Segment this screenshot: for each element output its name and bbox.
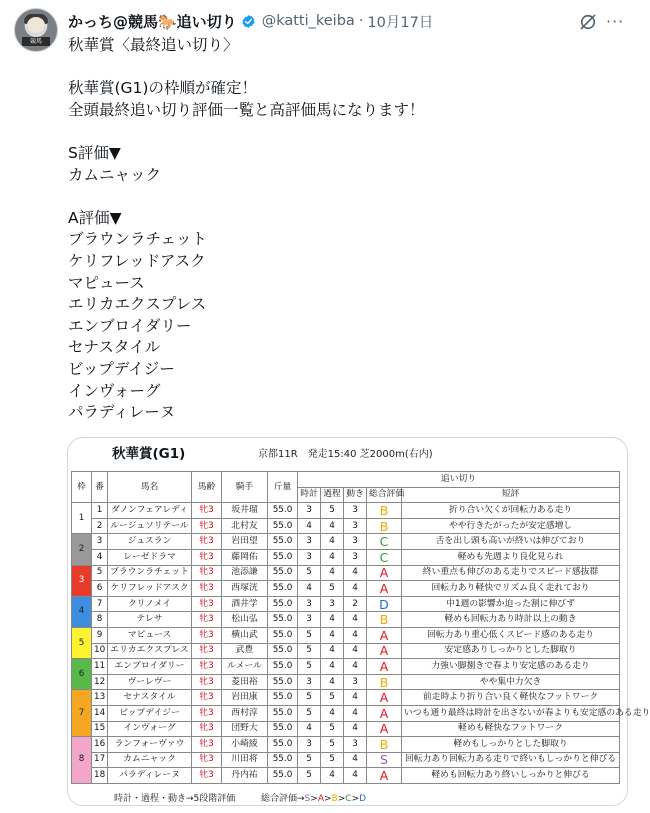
- post-date[interactable]: 10月17日: [367, 14, 434, 31]
- table-row: [72, 565, 620, 581]
- horse-name-cell: クリノメイ: [108, 596, 192, 612]
- sexage-cell: 牝3: [192, 627, 222, 643]
- jockey-cell: 西塚洸: [222, 581, 268, 597]
- weight-cell: 55.0: [268, 581, 298, 597]
- sexage-cell: 牝3: [192, 705, 222, 721]
- comment-cell: 軽めも先週より良化見られ: [402, 549, 620, 565]
- jockey-cell: 松山弘: [222, 612, 268, 628]
- legend-sep: >: [310, 794, 318, 804]
- table-row: [72, 627, 620, 643]
- weight-cell: 55.0: [268, 549, 298, 565]
- time-score-cell: 5: [298, 643, 321, 659]
- number-cell: 7: [92, 596, 108, 612]
- motion-score-cell: 4: [344, 565, 367, 581]
- jockey-cell: 池添謙: [222, 565, 268, 581]
- weight-cell: 55.0: [268, 627, 298, 643]
- horse-name-cell: インヴォーグ: [108, 721, 192, 737]
- sexage-cell: 牝3: [192, 534, 222, 550]
- comment-cell: 軽めも軽快なフットワーク: [402, 721, 620, 737]
- time-score-cell: 3: [298, 674, 321, 690]
- horse-name-cell: ジュスラン: [108, 534, 192, 550]
- legend-rank-c: C: [345, 794, 352, 804]
- horse-name-cell: セナスタイル: [108, 690, 192, 706]
- overall-rank-cell: A: [367, 581, 402, 597]
- motion-score-cell: 4: [344, 643, 367, 659]
- horse-name-cell: ルージュソリテール: [108, 518, 192, 534]
- horse-name-cell: エンブロイダリー: [108, 659, 192, 675]
- weight-cell: 55.0: [268, 659, 298, 675]
- number-cell: 9: [92, 627, 108, 643]
- time-score-cell: 5: [298, 627, 321, 643]
- sexage-cell: 牝3: [192, 503, 222, 519]
- motion-score-cell: 3: [344, 674, 367, 690]
- overall-rank-cell: A: [367, 721, 402, 737]
- table-row: [72, 768, 620, 784]
- comment-cell: 回転力あり重心低くスピード感のある走り: [402, 627, 620, 643]
- weight-cell: 55.0: [268, 565, 298, 581]
- weight-cell: 55.0: [268, 612, 298, 628]
- table-row: [72, 737, 620, 753]
- motion-score-cell: 4: [344, 581, 367, 597]
- weight-cell: 55.0: [268, 768, 298, 784]
- header-sexage: 馬齢: [192, 472, 222, 503]
- jockey-cell: 坂井瑠: [222, 503, 268, 519]
- process-score-cell: 4: [321, 518, 344, 534]
- jockey-cell: 北村友: [222, 518, 268, 534]
- table-row: [72, 503, 620, 519]
- number-cell: 17: [92, 752, 108, 768]
- number-cell: 14: [92, 705, 108, 721]
- number-cell: 12: [92, 674, 108, 690]
- sexage-cell: 牝3: [192, 643, 222, 659]
- jockey-cell: 岩田康: [222, 690, 268, 706]
- overall-rank-cell: S: [367, 752, 402, 768]
- weight-cell: 55.0: [268, 674, 298, 690]
- process-score-cell: 5: [321, 737, 344, 753]
- horse-name-cell: レーゼドラマ: [108, 549, 192, 565]
- motion-score-cell: 4: [344, 690, 367, 706]
- sexage-cell: 牝3: [192, 581, 222, 597]
- table-row: [72, 705, 620, 721]
- sexage-cell: 牝3: [192, 518, 222, 534]
- horse-name-cell: ビップデイジー: [108, 705, 192, 721]
- sexage-cell: 牝3: [192, 690, 222, 706]
- jockey-cell: 酒井学: [222, 596, 268, 612]
- overall-rank-cell: B: [367, 503, 402, 519]
- gate-cell: 3: [72, 565, 92, 596]
- number-cell: 6: [92, 581, 108, 597]
- avatar[interactable]: [14, 8, 58, 52]
- time-score-cell: 3: [298, 549, 321, 565]
- header-gate: 枠: [72, 472, 92, 503]
- time-score-cell: 4: [298, 518, 321, 534]
- footnote-rank-legend: [261, 791, 366, 804]
- weight-cell: 55.0: [268, 737, 298, 753]
- motion-score-cell: 4: [344, 721, 367, 737]
- weight-cell: 55.0: [268, 534, 298, 550]
- header-oikiri: 追い切り: [298, 472, 620, 488]
- process-score-cell: 4: [321, 565, 344, 581]
- author-handle[interactable]: @katti_keiba: [261, 13, 355, 29]
- legend-sep: >: [351, 794, 360, 804]
- process-score-cell: 5: [321, 581, 344, 597]
- motion-score-cell: 4: [344, 768, 367, 784]
- table-row: [72, 581, 620, 597]
- legend-rank-s: S: [304, 794, 311, 804]
- gate-cell: 8: [72, 737, 92, 784]
- sexage-cell: 牝3: [192, 549, 222, 565]
- sexage-cell: 牝3: [192, 596, 222, 612]
- motion-score-cell: 3: [344, 549, 367, 565]
- motion-score-cell: 4: [344, 627, 367, 643]
- jockey-cell: 菱田裕: [222, 674, 268, 690]
- comment-cell: 舌を出し頭も高いが終いは伸びており: [402, 534, 620, 550]
- table-row: [72, 549, 620, 565]
- gate-cell: 4: [72, 596, 92, 627]
- jockey-cell: ルメール: [222, 659, 268, 675]
- comment-cell: 前走時より折り合い良く軽快なフットワーク: [402, 690, 620, 706]
- horse-name-cell: ヴーレヴー: [108, 674, 192, 690]
- time-score-cell: 3: [298, 612, 321, 628]
- time-score-cell: 3: [298, 596, 321, 612]
- legend-sep: >: [323, 794, 332, 804]
- number-cell: 2: [92, 518, 108, 534]
- table-row: [72, 643, 620, 659]
- process-score-cell: 5: [321, 752, 344, 768]
- comment-cell: いつも通り最終は時計を出さないが春よりも安定感のある走り: [402, 705, 620, 721]
- sexage-cell: 牝3: [192, 612, 222, 628]
- number-cell: 5: [92, 565, 108, 581]
- table-row: [72, 659, 620, 675]
- process-score-cell: 4: [321, 534, 344, 550]
- table-row: [72, 690, 620, 706]
- overall-rank-cell: C: [367, 534, 402, 550]
- time-score-cell: 5: [298, 659, 321, 675]
- jockey-cell: 武豊: [222, 643, 268, 659]
- sexage-cell: 牝3: [192, 752, 222, 768]
- jockey-cell: 団野大: [222, 721, 268, 737]
- time-score-cell: 5: [298, 565, 321, 581]
- motion-score-cell: 3: [344, 534, 367, 550]
- footnote-rank-label: 総合評価→: [261, 794, 305, 804]
- overall-rank-cell: B: [367, 674, 402, 690]
- comment-cell: 終い重点も伸びのある走りでスピード感抜群: [402, 565, 620, 581]
- sexage-cell: 牝3: [192, 737, 222, 753]
- comment-cell: 軽めもしっかりとした脚取り: [402, 737, 620, 753]
- sexage-cell: 牝3: [192, 659, 222, 675]
- weight-cell: 55.0: [268, 752, 298, 768]
- process-score-cell: 4: [321, 768, 344, 784]
- number-cell: 3: [92, 534, 108, 550]
- process-score-cell: 5: [321, 690, 344, 706]
- motion-score-cell: 3: [344, 737, 367, 753]
- more-options-icon[interactable]: ···: [606, 12, 625, 31]
- overall-rank-cell: A: [367, 659, 402, 675]
- jockey-cell: 小崎綾: [222, 737, 268, 753]
- jockey-cell: 横山武: [222, 627, 268, 643]
- sexage-cell: 牝3: [192, 565, 222, 581]
- sexage-cell: 牝3: [192, 721, 222, 737]
- overall-rank-cell: B: [367, 518, 402, 534]
- motion-score-cell: 2: [344, 596, 367, 612]
- process-score-cell: 5: [321, 721, 344, 737]
- header-number: 番: [92, 472, 108, 503]
- overall-rank-cell: A: [367, 690, 402, 706]
- overall-rank-cell: A: [367, 627, 402, 643]
- table-row: [72, 752, 620, 768]
- time-score-cell: 5: [298, 690, 321, 706]
- table-row: [72, 612, 620, 628]
- weight-cell: 55.0: [268, 596, 298, 612]
- legend-rank-d: D: [359, 794, 367, 804]
- gate-cell: 5: [72, 627, 92, 658]
- horse-name-cell: マピュース: [108, 627, 192, 643]
- header-process: 過程: [321, 487, 344, 503]
- horse-name-cell: テレサ: [108, 612, 192, 628]
- horse-name-cell: ダノンフェアレディ: [108, 503, 192, 519]
- motion-score-cell: 4: [344, 705, 367, 721]
- process-score-cell: 4: [321, 674, 344, 690]
- header-weight: 斤量: [268, 472, 298, 503]
- overall-rank-cell: B: [367, 737, 402, 753]
- comment-cell: やや行きたがったが安定感増し: [402, 518, 620, 534]
- weight-cell: 55.0: [268, 690, 298, 706]
- footnote-scale: 時計・過程・動き→5段階評価: [114, 794, 236, 804]
- tweet-header: [68, 10, 433, 32]
- motion-score-cell: 4: [344, 752, 367, 768]
- horse-name-cell: ケリフレッドアスク: [108, 581, 192, 597]
- jockey-cell: 藤岡佑: [222, 549, 268, 565]
- time-score-cell: 4: [298, 721, 321, 737]
- number-cell: 4: [92, 549, 108, 565]
- number-cell: 13: [92, 690, 108, 706]
- process-score-cell: 4: [321, 659, 344, 675]
- race-info: 京都11R 発走15:40 芝2000m(右内): [258, 449, 433, 460]
- number-cell: 15: [92, 721, 108, 737]
- comment-cell: 回転力あり軽快でリズム良く走れており: [402, 581, 620, 597]
- weight-cell: 55.0: [268, 643, 298, 659]
- jockey-cell: 岩田望: [222, 534, 268, 550]
- motion-score-cell: 3: [344, 518, 367, 534]
- time-score-cell: 5: [298, 768, 321, 784]
- number-cell: 1: [92, 503, 108, 519]
- gate-cell: 6: [72, 659, 92, 690]
- overall-rank-cell: C: [367, 549, 402, 565]
- number-cell: 8: [92, 612, 108, 628]
- number-cell: 11: [92, 659, 108, 675]
- motion-score-cell: 3: [344, 503, 367, 519]
- table-row: [72, 596, 620, 612]
- gate-cell: 2: [72, 534, 92, 565]
- header-time: 時計: [298, 487, 321, 503]
- horse-name-cell: カムニャック: [108, 752, 192, 768]
- comment-cell: 軽めも回転力あり終いしっかりと伸びる: [402, 768, 620, 784]
- horse-name-cell: ランフォーヴァウ: [108, 737, 192, 753]
- legend-rank-b: B: [331, 794, 338, 804]
- tweet-text: 秋華賞〈最終追い切り〉 秋華賞(G1)の枠順が確定！ 全頭最終追い切り評価一覧と高評価馬になります！ S評価▼ カムニャック A評価▼ ブラウンラチェット ケリフレッドアスク マピュース エリカエクスプレス エンブロイダリー セナスタイル ビップデイジー インヴォーグ パラディレーヌ: [68, 36, 425, 422]
- time-score-cell: 5: [298, 752, 321, 768]
- time-score-cell: 5: [298, 705, 321, 721]
- gate-cell: 1: [72, 503, 92, 534]
- horse-name-cell: パラディレーヌ: [108, 768, 192, 784]
- overall-rank-cell: A: [367, 643, 402, 659]
- process-score-cell: 4: [321, 643, 344, 659]
- comment-cell: 安定感ありしっかりとした脚取り: [402, 643, 620, 659]
- weight-cell: 55.0: [268, 503, 298, 519]
- comment-cell: 軽めも回転力あり時計以上の動き: [402, 612, 620, 628]
- separator-dot: ·: [358, 13, 364, 29]
- process-score-cell: 4: [321, 627, 344, 643]
- jockey-cell: 丹内祐: [222, 768, 268, 784]
- jockey-cell: 川田将: [222, 752, 268, 768]
- header-motion: 動き: [344, 487, 367, 503]
- overall-rank-cell: A: [367, 705, 402, 721]
- avatar-face: [27, 17, 45, 33]
- header-comment: 短評: [402, 487, 620, 503]
- number-cell: 18: [92, 768, 108, 784]
- avatar-tag: 競馬: [22, 37, 50, 46]
- jockey-cell: 西村淳: [222, 705, 268, 721]
- legend-sep: >: [337, 794, 346, 804]
- process-score-cell: 4: [321, 705, 344, 721]
- weight-cell: 55.0: [268, 721, 298, 737]
- comment-cell: 折り合い欠くが回転力ある走り: [402, 503, 620, 519]
- sexage-cell: 牝3: [192, 674, 222, 690]
- weight-cell: 55.0: [268, 705, 298, 721]
- table-row: [72, 674, 620, 690]
- gate-cell: 7: [72, 690, 92, 737]
- time-score-cell: 3: [298, 503, 321, 519]
- process-score-cell: 5: [321, 503, 344, 519]
- table-row: [72, 518, 620, 534]
- evaluation-table: [71, 471, 650, 784]
- process-score-cell: 4: [321, 549, 344, 565]
- comment-cell: やや集中力欠き: [402, 674, 620, 690]
- weight-cell: 55.0: [268, 518, 298, 534]
- verified-badge-icon: [241, 14, 256, 29]
- number-cell: 10: [92, 643, 108, 659]
- comment-cell: 回転力あり回転力ある走りで終いもしっかりと伸びる: [402, 752, 620, 768]
- horse-name-cell: エリカエクスプレス: [108, 643, 192, 659]
- comment-cell: 中1週の影響か迫った割に伸びず: [402, 596, 620, 612]
- table-row: [72, 721, 620, 737]
- attached-image[interactable]: [67, 437, 650, 806]
- process-score-cell: 4: [321, 612, 344, 628]
- overall-rank-cell: D: [367, 596, 402, 612]
- legend-rank-a: A: [317, 794, 324, 804]
- overall-rank-cell: A: [367, 565, 402, 581]
- overall-rank-cell: B: [367, 612, 402, 628]
- sexage-cell: 牝3: [192, 768, 222, 784]
- grok-icon[interactable]: [578, 12, 598, 32]
- author-name[interactable]: かっち@競馬🐎追い切り: [68, 12, 237, 31]
- process-score-cell: 3: [321, 596, 344, 612]
- motion-score-cell: 4: [344, 612, 367, 628]
- time-score-cell: 3: [298, 534, 321, 550]
- race-title: 秋華賞(G1): [112, 446, 186, 462]
- comment-cell: 力強い脚捌きで春より安定感のある走り: [402, 659, 620, 675]
- motion-score-cell: 4: [344, 659, 367, 675]
- horse-name-cell: ブラウンラチェット: [108, 565, 192, 581]
- time-score-cell: 3: [298, 737, 321, 753]
- table-row: [72, 534, 620, 550]
- header-overall: 総合評価: [367, 487, 402, 503]
- overall-rank-cell: A: [367, 768, 402, 784]
- time-score-cell: 4: [298, 581, 321, 597]
- number-cell: 16: [92, 737, 108, 753]
- header-jockey: 騎手: [222, 472, 268, 503]
- header-horse: 馬名: [108, 472, 192, 503]
